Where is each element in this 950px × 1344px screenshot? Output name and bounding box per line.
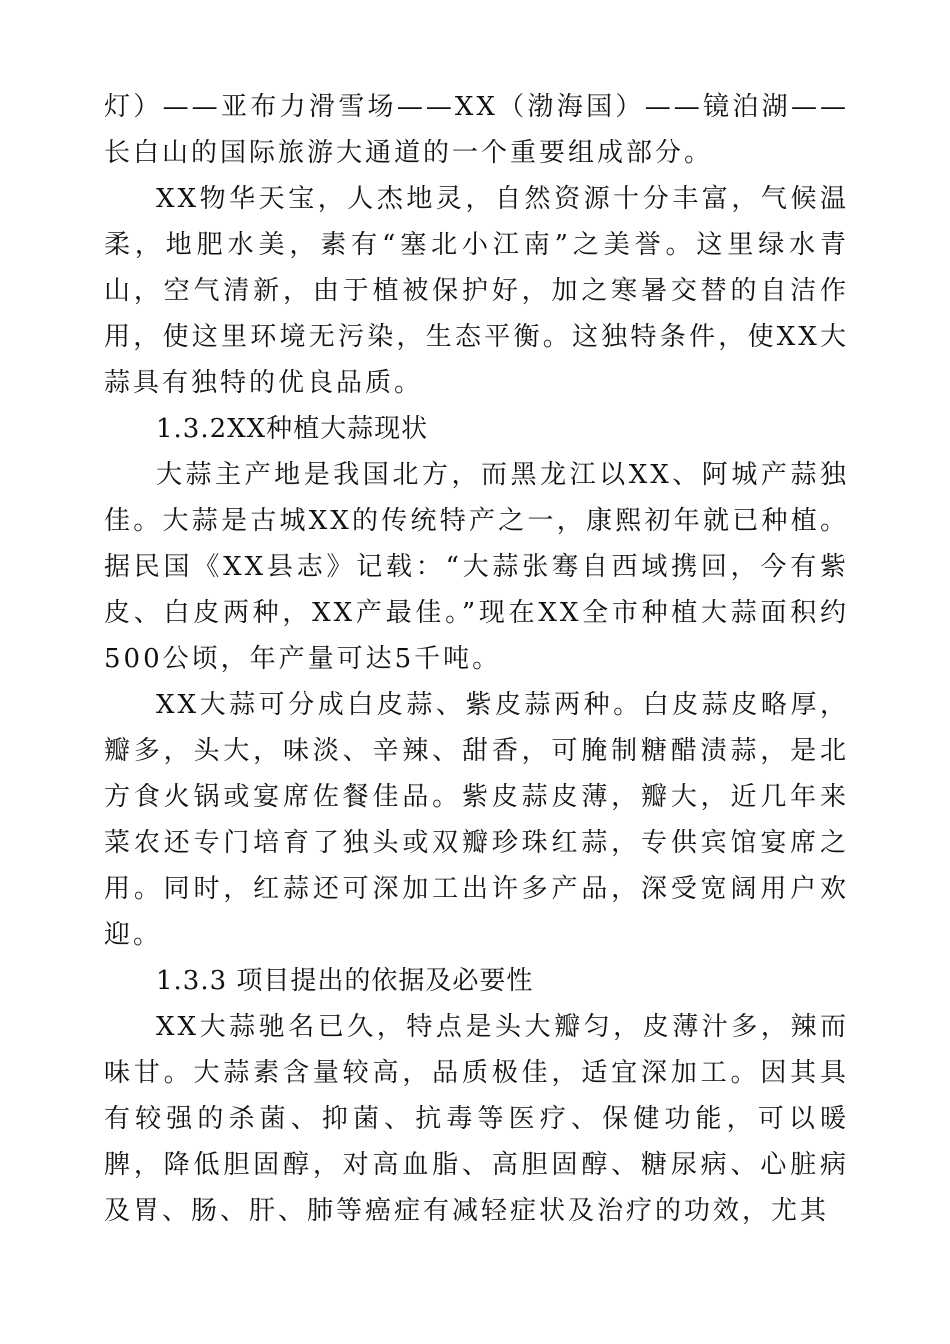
paragraph-continuation: 灯）——亚布力滑雪场——XX（渤海国）——镜泊湖——长白山的国际旅游大通道的一个重要组成部分。	[104, 92, 849, 168]
paragraph-garlic-varieties: XX大蒜可分成白皮蒜、紫皮蒜两种。白皮蒜皮略厚，瓣多，头大，味淡、辛辣、甜香，可腌制糖醋渍蒜，是北方食火锅或宴席佐餐佳品。紫皮蒜皮薄，瓣大，近几年来菜农还专门培育了独头或双瓣珍珠红蒜，专供宾馆宴席之用。同时，红蒜还可深加工出许多产品，深受宽阔用户欢迎。	[104, 690, 849, 950]
section-heading-1-3-3: 1.3.3 项目提出的依据及必要性	[156, 966, 534, 996]
section-heading-1-3-2: 1.3.2XX种植大蒜现状	[156, 414, 429, 444]
document-body	[104, 84, 849, 1234]
paragraph-garlic-production: 大蒜主产地是我国北方，而黑龙江以XX、阿城产蒜独佳。大蒜是古城XX的传统特产之一，康熙初年就已种植。据民国《XX县志》记载：“大蒜张骞自西域携回，今有紫皮、白皮两种，XX产最佳。”现在XX全市种植大蒜面积约500公顷，年产量可达5千吨。	[104, 460, 849, 674]
paragraph-project-basis: XX大蒜驰名已久，特点是头大瓣匀，皮薄汁多，辣而味甘。大蒜素含量较高，品质极佳，适宜深加工。因其具有较强的杀菌、抑菌、抗毒等医疗、保健功能，可以暖脾，降低胆固醇，对高血脂、高胆固醇、糖尿病、心脏病及胃、肠、肝、肺等癌症有减轻症状及治疗的功效，尤其	[104, 1012, 849, 1226]
paragraph-natural-resources: XX物华天宝，人杰地灵，自然资源十分丰富，气候温柔，地肥水美，素有“塞北小江南”之美誉。这里绿水青山，空气清新，由于植被保护好，加之寒暑交替的自洁作用，使这里环境无污染，生态平衡。这独特条件，使XX大蒜具有独特的优良品质。	[104, 184, 849, 398]
